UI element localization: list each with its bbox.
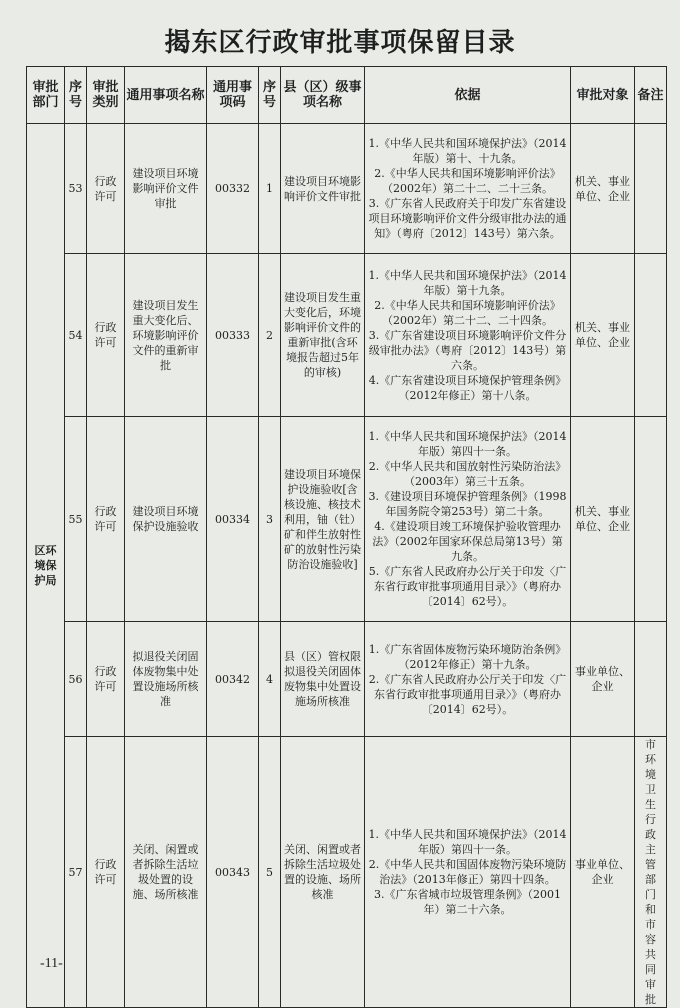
row-name: 建设项目发生重大变化后、环境影响评价文件的重新审批 bbox=[125, 254, 207, 417]
row-note bbox=[635, 417, 667, 622]
row-county-name: 关闭、闲置或者拆除生活垃圾处置的设施、场所核准 bbox=[281, 737, 365, 1008]
header-target: 审批对象 bbox=[571, 67, 635, 124]
basis-line: 4.《建设项目竣工环境保护验收管理办法》（2002年国家环保总局第13号）第九条。 bbox=[372, 520, 563, 563]
department-cell: 区环境保护局 bbox=[27, 124, 65, 1008]
row-code: 00332 bbox=[207, 124, 259, 254]
row-county-name: 县（区）管权限拟退役关闭固体废物集中处置设施场所核准 bbox=[281, 622, 365, 737]
row-type: 行政许可 bbox=[87, 254, 125, 417]
basis-line: 2.《广东省人民政府办公厅关于印发〈广东省行政审批事项通用目录〉》（粤府办〔2014〕62号）。 bbox=[368, 672, 567, 716]
row-county-name: 建设项目环境影响评价文件审批 bbox=[281, 124, 365, 254]
row-sub-seq: 4 bbox=[259, 622, 281, 737]
row-name: 关闭、闲置或者拆除生活垃圾处置的设施、场所核准 bbox=[125, 737, 207, 1008]
basis-line: 3.《广东省建设项目环境影响评价文件分级审批办法》（粤府〔2012〕143号）第六条。 bbox=[368, 328, 567, 372]
header-note: 备注 bbox=[635, 67, 667, 124]
row-sub-seq: 3 bbox=[259, 417, 281, 622]
row-county-name: 建设项目环境保护设施验收[含核设施、核技术利用，铀（钍）矿和伴生放射性矿的放射性污染防治设施验收] bbox=[281, 417, 365, 622]
row-basis bbox=[365, 622, 571, 737]
row-target: 事业单位、企业 bbox=[571, 622, 635, 737]
row-target: 事业单位、企业 bbox=[571, 737, 635, 1008]
basis-line: 3.《广东省城市垃圾管理条例》（2001年）第二十六条。 bbox=[374, 888, 561, 916]
row-code: 00333 bbox=[207, 254, 259, 417]
basis-line: 1.《广东省固体废物污染环境防治条例》（2012年修正）第十九条。 bbox=[368, 642, 567, 671]
row-sub-seq: 1 bbox=[259, 124, 281, 254]
header-county-name: 县（区）级事项名称 bbox=[281, 67, 365, 124]
table-row bbox=[27, 622, 667, 737]
row-note bbox=[635, 622, 667, 737]
basis-line: 3.《广东省人民政府关于印发广东省建设项目环境影响评价文件分级审批办法的通知》（粤府〔2012〕143号）第六条。 bbox=[368, 197, 567, 240]
header-sub-seq: 序号 bbox=[259, 67, 281, 124]
row-type: 行政许可 bbox=[87, 124, 125, 254]
basis-line: 1.《中华人民共和国环境保护法》（2014年版）第十九条。 bbox=[368, 268, 567, 297]
row-type: 行政许可 bbox=[87, 737, 125, 1008]
row-name: 建设项目环境保护设施验收 bbox=[125, 417, 207, 622]
row-basis bbox=[365, 417, 571, 622]
row-code: 00334 bbox=[207, 417, 259, 622]
page-title: 揭东区行政审批事项保留目录 bbox=[164, 28, 516, 58]
row-seq: 54 bbox=[65, 254, 87, 417]
header-basis: 依据 bbox=[365, 67, 571, 124]
row-seq: 53 bbox=[65, 124, 87, 254]
row-note: 市环境卫生行政主管部门和市容共同审批 bbox=[635, 737, 667, 1008]
header-name: 通用事项名称 bbox=[125, 67, 207, 124]
basis-line: 1.《中华人民共和国环境保护法》（2014年版）第四十一条。 bbox=[368, 430, 567, 458]
basis-line: 1.《中华人民共和国环境保护法》（2014年版）第四十一条。 bbox=[368, 828, 567, 856]
basis-line: 4.《广东省建设项目环境保护管理条例》（2012年修正）第十八条。 bbox=[368, 373, 567, 402]
row-target: 机关、事业单位、企业 bbox=[571, 254, 635, 417]
row-basis bbox=[365, 737, 571, 1008]
header-seq: 序号 bbox=[65, 67, 87, 124]
row-code: 00342 bbox=[207, 622, 259, 737]
basis-line: 3.《建设项目环境保护管理条例》（1998年国务院令第253号）第二十条。 bbox=[368, 490, 567, 518]
basis-line: 2.《中华人民共和国环境影响评价法》（2002年）第二十二、二十三条。 bbox=[374, 167, 561, 195]
basis-line: 5.《广东省人民政府办公厅关于印发〈广东省行政审批事项通用目录〉》（粤府办〔2014〕62号）。 bbox=[368, 565, 567, 608]
row-sub-seq: 2 bbox=[259, 254, 281, 417]
approval-items-table bbox=[26, 66, 667, 1008]
table-row bbox=[27, 254, 667, 417]
header-type: 审批类别 bbox=[87, 67, 125, 124]
row-seq: 55 bbox=[65, 417, 87, 622]
basis-line: 2.《中华人民共和国环境影响评价法》（2002年）第二十二、二十四条。 bbox=[374, 298, 561, 327]
row-basis bbox=[365, 124, 571, 254]
row-note bbox=[635, 254, 667, 417]
row-name: 拟退役关闭固体废物集中处置设施场所核准 bbox=[125, 622, 207, 737]
row-seq: 57 bbox=[65, 737, 87, 1008]
row-type: 行政许可 bbox=[87, 622, 125, 737]
row-name: 建设项目环境影响评价文件审批 bbox=[125, 124, 207, 254]
row-target: 机关、事业单位、企业 bbox=[571, 124, 635, 254]
table-row bbox=[27, 737, 667, 1008]
basis-line: 2.《中华人民共和国固体废物污染环境防治法》（2013年修正）第四十四条。 bbox=[368, 858, 567, 886]
row-basis bbox=[365, 254, 571, 417]
header-code: 通用事项码 bbox=[207, 67, 259, 124]
row-type: 行政许可 bbox=[87, 417, 125, 622]
row-code: 00343 bbox=[207, 737, 259, 1008]
table-header-row bbox=[27, 67, 667, 124]
row-note bbox=[635, 124, 667, 254]
basis-line: 1.《中华人民共和国环境保护法》（2014年版）第十、十九条。 bbox=[368, 137, 567, 165]
table-row bbox=[27, 417, 667, 622]
header-dept: 审批部门 bbox=[27, 67, 65, 124]
row-seq: 56 bbox=[65, 622, 87, 737]
basis-line: 2.《中华人民共和国放射性污染防治法》（2003年）第三十五条。 bbox=[368, 460, 567, 488]
page-number: -11- bbox=[40, 956, 63, 971]
table-row bbox=[27, 124, 667, 254]
row-sub-seq: 5 bbox=[259, 737, 281, 1008]
row-county-name: 建设项目发生重大变化后，环境影响评价文件的重新审批(含环境报告超过5年的审核) bbox=[281, 254, 365, 417]
row-target: 机关、事业单位、企业 bbox=[571, 417, 635, 622]
